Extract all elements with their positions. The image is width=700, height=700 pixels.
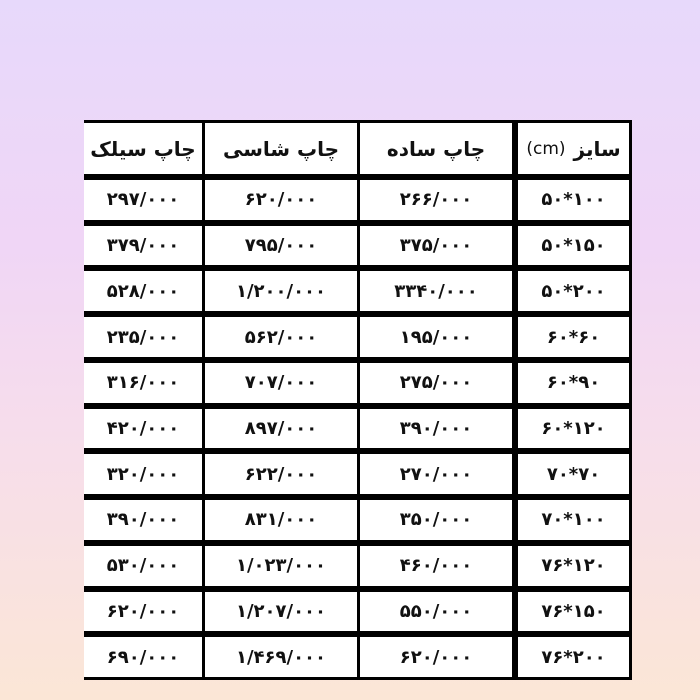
chassis-print-cell-value: ۱/۴۶۹/۰۰۰ <box>235 646 327 668</box>
silk-print-cell <box>84 592 202 632</box>
silk-print-cell <box>84 637 202 677</box>
header-simple-print: چاپ ساده <box>360 123 512 174</box>
chassis-print-cell-value: ۸۳۱/۰۰۰ <box>244 509 318 531</box>
simple-print-cell-value: ۱۹۵/۰۰۰ <box>399 326 473 348</box>
chassis-print-cell-value: ۱/۰۲۳/۰۰۰ <box>235 555 327 577</box>
chassis-print-cell-value: ۶۲۰/۰۰۰ <box>244 189 318 211</box>
header-size-unit: (cm) <box>526 138 566 159</box>
chassis-print-cell <box>205 500 357 540</box>
chassis-print-cell-value: ۱/۲۰۰/۰۰۰ <box>235 280 327 302</box>
chassis-print-cell <box>205 409 357 449</box>
simple-print-cell-value: ۲۷۰/۰۰۰ <box>399 463 473 485</box>
size-cell-value: ۵۰*۲۰۰ <box>541 280 606 302</box>
simple-print-cell-value: ۲۶۶/۰۰۰ <box>399 189 473 211</box>
size-cell <box>518 180 629 220</box>
simple-print-cell <box>360 226 512 266</box>
simple-print-cell <box>360 409 512 449</box>
size-cell <box>518 409 629 449</box>
size-cell <box>518 637 629 677</box>
header-silk-print: چاپ سیلک <box>84 123 202 174</box>
silk-print-cell <box>84 409 202 449</box>
simple-print-cell-value: ۳۵۰/۰۰۰ <box>399 509 473 531</box>
silk-print-cell-value: ۵۲۸/۰۰۰ <box>106 280 180 302</box>
header-size-label: سایز <box>573 136 621 161</box>
simple-print-cell <box>360 180 512 220</box>
simple-print-cell-value: ۴۶۰/۰۰۰ <box>399 555 473 577</box>
simple-print-cell <box>360 546 512 586</box>
chassis-print-cell-value: ۱/۲۰۷/۰۰۰ <box>235 600 327 622</box>
silk-print-cell <box>84 454 202 494</box>
size-cell-value: ۶۰*۶۰ <box>546 326 601 348</box>
silk-print-cell <box>84 363 202 403</box>
simple-print-cell-value: ۳۳۴۰/۰۰۰ <box>394 280 478 302</box>
size-cell-value: ۵۰*۱۰۰ <box>541 189 606 211</box>
silk-print-cell-value: ۳۷۹/۰۰۰ <box>106 235 180 257</box>
size-cell-value: ۶۰*۱۲۰ <box>541 417 606 439</box>
silk-print-cell-value: ۲۳۵/۰۰۰ <box>106 326 180 348</box>
silk-print-cell-value: ۶۲۰/۰۰۰ <box>106 600 180 622</box>
silk-print-cell <box>84 546 202 586</box>
silk-print-cell <box>84 226 202 266</box>
silk-print-cell <box>84 180 202 220</box>
chassis-print-cell <box>205 637 357 677</box>
size-cell-value: ۵۰*۱۵۰ <box>541 235 606 257</box>
chassis-print-cell-value: ۵۶۲/۰۰۰ <box>244 326 318 348</box>
size-cell-value: ۷۶*۱۲۰ <box>541 555 606 577</box>
simple-print-cell <box>360 500 512 540</box>
size-cell-value: ۷۰*۱۰۰ <box>541 509 606 531</box>
size-cell <box>518 546 629 586</box>
chassis-print-cell-value: ۷۰۷/۰۰۰ <box>244 372 318 394</box>
silk-print-cell <box>84 500 202 540</box>
simple-print-cell-value: ۵۵۰/۰۰۰ <box>399 600 473 622</box>
size-cell-value: ۷۶*۱۵۰ <box>541 600 606 622</box>
chassis-print-cell <box>205 317 357 357</box>
chassis-print-cell <box>205 363 357 403</box>
size-cell-value: ۶۰*۹۰ <box>546 372 601 394</box>
price-table <box>84 120 632 680</box>
silk-print-cell-value: ۶۹۰/۰۰۰ <box>106 646 180 668</box>
simple-print-cell-value: ۳۷۵/۰۰۰ <box>399 235 473 257</box>
chassis-print-cell <box>205 271 357 311</box>
size-cell <box>518 317 629 357</box>
size-cell <box>518 454 629 494</box>
simple-print-cell <box>360 363 512 403</box>
size-cell <box>518 592 629 632</box>
chassis-print-cell <box>205 546 357 586</box>
simple-print-cell <box>360 637 512 677</box>
size-cell <box>518 226 629 266</box>
chassis-print-cell <box>205 454 357 494</box>
simple-print-cell-value: ۶۲۰/۰۰۰ <box>399 646 473 668</box>
simple-print-cell <box>360 592 512 632</box>
size-cell <box>518 271 629 311</box>
header-chassis-print: چاپ شاسی <box>205 123 357 174</box>
header-size <box>518 123 629 174</box>
chassis-print-cell-value: ۸۹۷/۰۰۰ <box>244 417 318 439</box>
silk-print-cell <box>84 317 202 357</box>
chassis-print-cell <box>205 226 357 266</box>
chassis-print-cell <box>205 180 357 220</box>
simple-print-cell <box>360 317 512 357</box>
simple-print-cell <box>360 454 512 494</box>
silk-print-cell-value: ۲۹۷/۰۰۰ <box>106 189 180 211</box>
size-cell-value: ۷۶*۲۰۰ <box>541 646 606 668</box>
silk-print-cell <box>84 271 202 311</box>
silk-print-cell-value: ۳۹۰/۰۰۰ <box>106 509 180 531</box>
silk-print-cell-value: ۳۲۰/۰۰۰ <box>106 463 180 485</box>
chassis-print-cell-value: ۶۲۲/۰۰۰ <box>244 463 318 485</box>
silk-print-cell-value: ۵۳۰/۰۰۰ <box>106 555 180 577</box>
size-cell <box>518 500 629 540</box>
chassis-print-cell <box>205 592 357 632</box>
simple-print-cell-value: ۳۹۰/۰۰۰ <box>399 417 473 439</box>
silk-print-cell-value: ۳۱۶/۰۰۰ <box>106 372 180 394</box>
silk-print-cell-value: ۴۲۰/۰۰۰ <box>106 417 180 439</box>
size-cell-value: ۷۰*۷۰ <box>546 463 601 485</box>
simple-print-cell-value: ۲۷۵/۰۰۰ <box>399 372 473 394</box>
chassis-print-cell-value: ۷۹۵/۰۰۰ <box>244 235 318 257</box>
size-cell <box>518 363 629 403</box>
simple-print-cell <box>360 271 512 311</box>
